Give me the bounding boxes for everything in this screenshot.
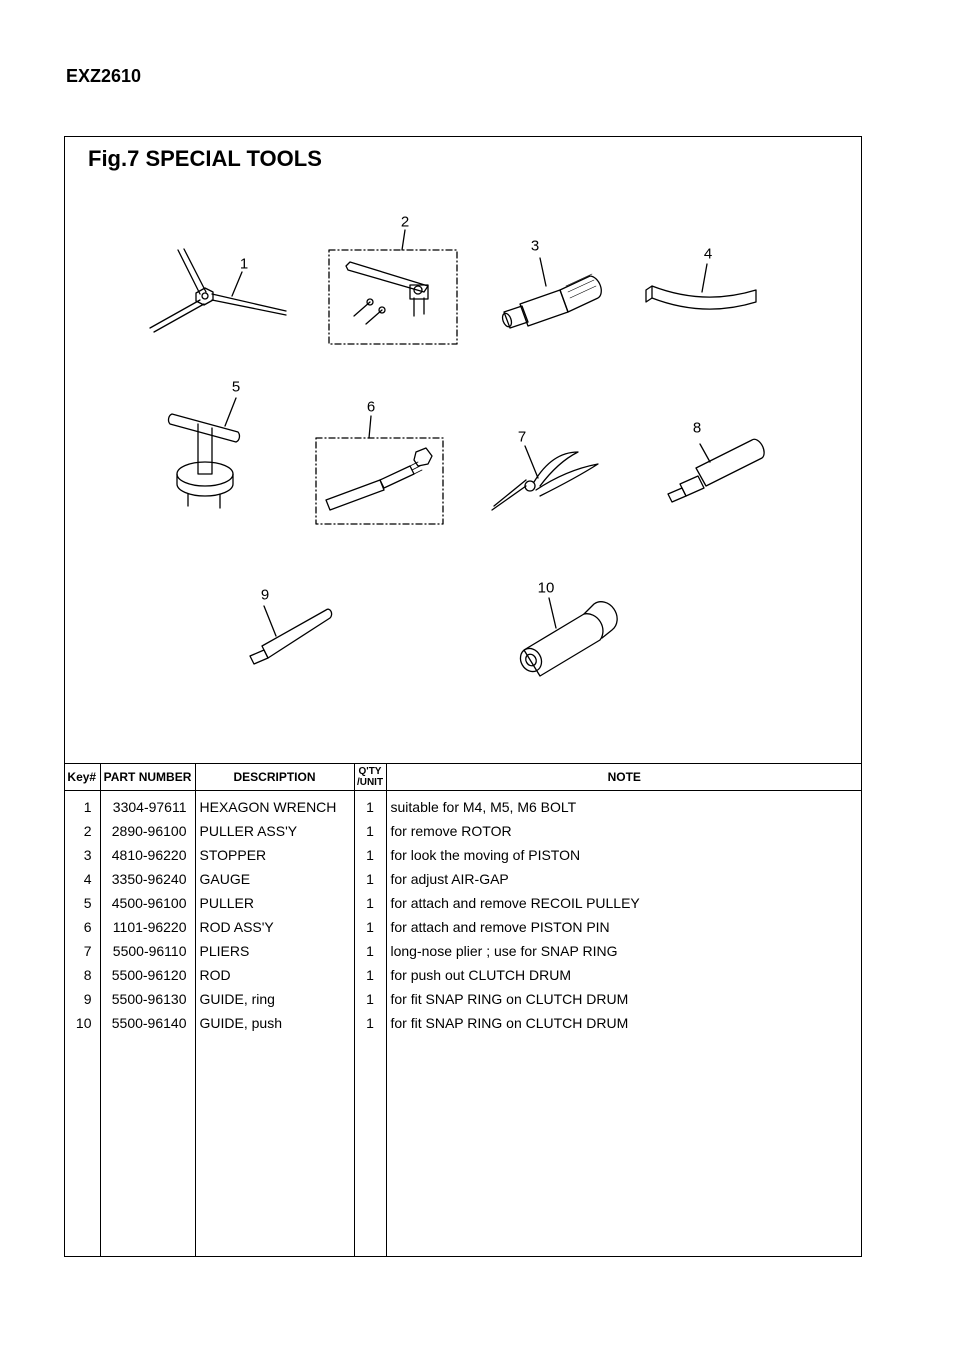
callout-6: 6: [366, 398, 376, 416]
cell-part-number: 4810-96220: [100, 843, 195, 867]
callout-9: 9: [260, 586, 270, 604]
cell-part-number: 2890-96100: [100, 819, 195, 843]
cell-key: 2: [83, 823, 92, 839]
pliers-drawing: [492, 446, 598, 510]
stopper-drawing: [501, 258, 601, 328]
filler-cell: [386, 1035, 862, 1257]
cell-qty: 1: [354, 915, 386, 939]
cell-key: 8: [83, 967, 92, 983]
cell-description: GUIDE, push: [195, 1011, 354, 1035]
callout-5: 5: [231, 378, 241, 396]
callout-4: 4: [703, 245, 713, 263]
puller-drawing: [169, 398, 240, 508]
cell-description: PULLER ASS'Y: [195, 819, 354, 843]
table-row: [64, 819, 862, 843]
header-qty-line1: Q'TY: [358, 766, 382, 777]
table-row: [64, 1011, 862, 1035]
cell-part-number: 5500-96130: [100, 987, 195, 1011]
callout-2: 2: [400, 213, 410, 231]
cell-key: 3: [83, 847, 92, 863]
cell-qty: 1: [354, 939, 386, 963]
header-qty-line2: /UNIT: [356, 777, 384, 788]
table-row: [64, 915, 862, 939]
cell-note: for adjust AIR-GAP: [386, 867, 862, 891]
cell-key: 10: [75, 1015, 92, 1031]
header-key: Key#: [64, 764, 100, 791]
header-part-number: PART NUMBER: [100, 764, 195, 791]
puller-assy-drawing: [329, 230, 457, 344]
callout-3: 3: [530, 237, 540, 255]
cell-qty: 1: [354, 891, 386, 915]
table-row: [64, 987, 862, 1011]
header-note: NOTE: [386, 764, 862, 791]
cell-description: PLIERS: [195, 939, 354, 963]
cell-key: 9: [83, 991, 92, 1007]
table-row: [64, 963, 862, 987]
cell-key: 5: [83, 895, 92, 911]
cell-qty: 1: [354, 843, 386, 867]
cell-qty: 1: [354, 791, 386, 820]
cell-part-number: 5500-96110: [100, 939, 195, 963]
cell-description: PULLER: [195, 891, 354, 915]
model-code: EXZ2610: [66, 66, 142, 86]
cell-note: for remove ROTOR: [386, 819, 862, 843]
callout-1: 1: [239, 255, 249, 273]
figure-title: Fig.7 SPECIAL TOOLS: [88, 146, 322, 171]
cell-part-number: 5500-96120: [100, 963, 195, 987]
guide-ring-drawing: [250, 606, 332, 664]
cell-description: GAUGE: [195, 867, 354, 891]
gauge-drawing: [646, 264, 756, 309]
cell-description: STOPPER: [195, 843, 354, 867]
table-row: [64, 939, 862, 963]
cell-description: GUIDE, ring: [195, 987, 354, 1011]
cell-part-number: 3350-96240: [100, 867, 195, 891]
cell-qty: 1: [354, 867, 386, 891]
rod-drawing: [668, 439, 764, 502]
guide-push-drawing: [516, 598, 617, 676]
filler-cell: [354, 1035, 386, 1257]
cell-key: 7: [83, 943, 92, 959]
table-filler-row: [64, 1035, 862, 1257]
cell-qty: 1: [354, 1011, 386, 1035]
table-row: [64, 843, 862, 867]
filler-cell: [100, 1035, 195, 1257]
hexagon-wrench-drawing: [150, 249, 286, 332]
cell-note: for fit SNAP RING on CLUTCH DRUM: [386, 1011, 862, 1035]
table-row: [64, 891, 862, 915]
cell-part-number: 1101-96220: [100, 915, 195, 939]
header-description: DESCRIPTION: [195, 764, 354, 791]
cell-note: suitable for M4, M5, M6 BOLT: [386, 791, 862, 820]
table-body: [64, 791, 862, 1258]
callout-10: 10: [537, 579, 555, 597]
cell-key: 6: [83, 919, 92, 935]
cell-qty: 1: [354, 963, 386, 987]
cell-key: 4: [83, 871, 92, 887]
cell-note: for look the moving of PISTON: [386, 843, 862, 867]
cell-part-number: 3304-97611: [100, 791, 195, 820]
cell-description: ROD ASS'Y: [195, 915, 354, 939]
cell-note: for attach and remove PISTON PIN: [386, 915, 862, 939]
cell-part-number: 4500-96100: [100, 891, 195, 915]
cell-description: ROD: [195, 963, 354, 987]
callout-8: 8: [692, 419, 702, 437]
cell-part-number: 5500-96140: [100, 1011, 195, 1035]
rod-assy-drawing: [316, 416, 443, 524]
header-qty: [354, 764, 386, 791]
parts-table: [64, 763, 862, 1257]
table-row: [64, 791, 862, 820]
cell-qty: 1: [354, 819, 386, 843]
cell-note: long-nose plier ; use for SNAP RING: [386, 939, 862, 963]
filler-cell: [195, 1035, 354, 1257]
table-header-row: [64, 764, 862, 791]
cell-note: for fit SNAP RING on CLUTCH DRUM: [386, 987, 862, 1011]
cell-note: for push out CLUTCH DRUM: [386, 963, 862, 987]
table-row: [64, 867, 862, 891]
cell-note: for attach and remove RECOIL PULLEY: [386, 891, 862, 915]
filler-cell: [64, 1035, 100, 1257]
cell-description: HEXAGON WRENCH: [195, 791, 354, 820]
cell-qty: 1: [354, 987, 386, 1011]
cell-key: 1: [83, 799, 92, 815]
callout-7: 7: [517, 428, 527, 446]
